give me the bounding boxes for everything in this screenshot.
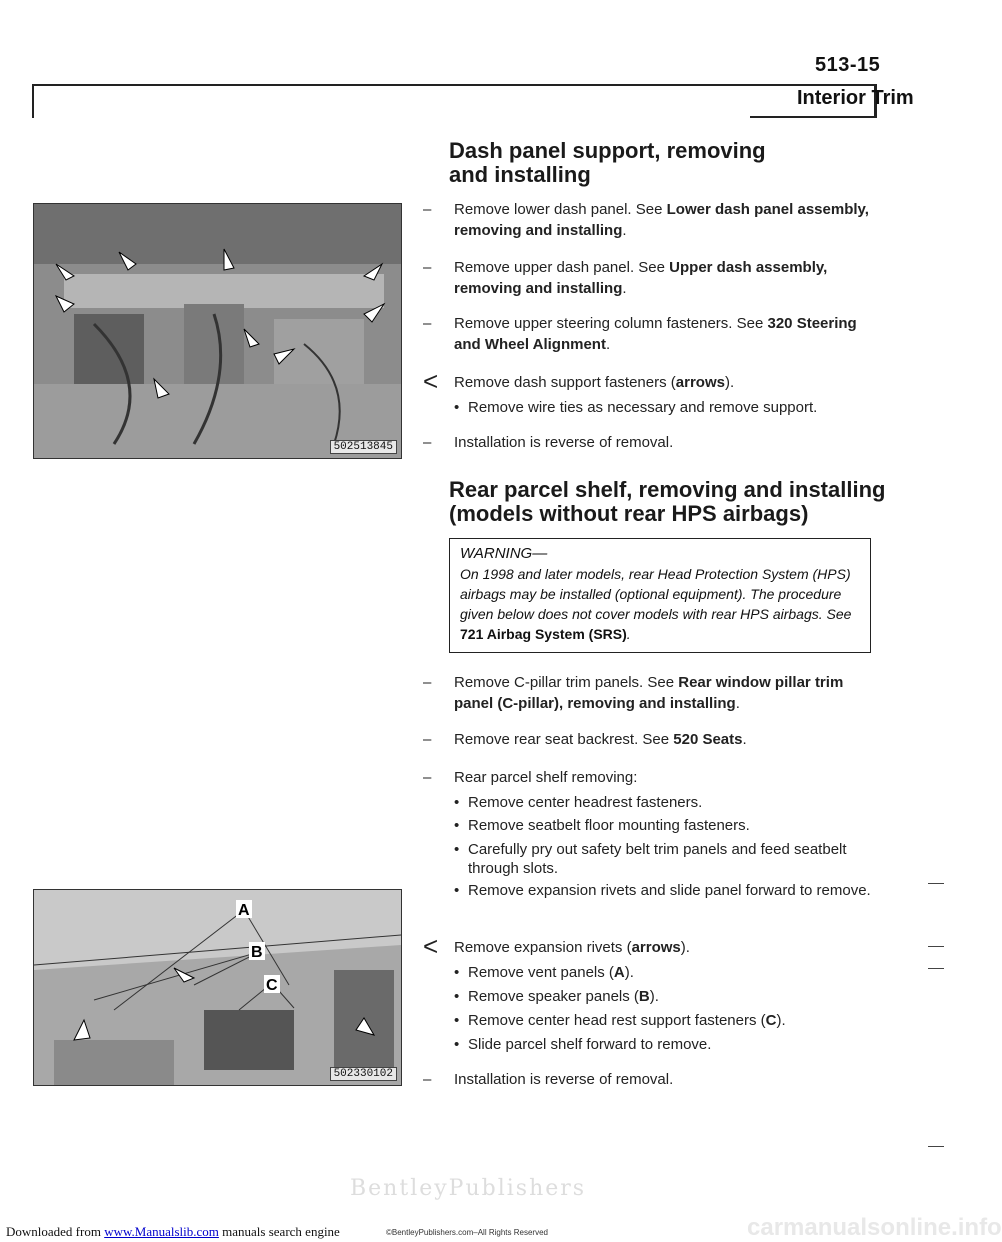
bullet-glyph: •	[454, 1012, 460, 1029]
parcel-section-heading: Rear parcel shelf, removing and installing (models without rear HPS airbags)	[449, 477, 886, 526]
removing-bullet-4	[454, 881, 874, 900]
bullet-glyph: •	[454, 794, 460, 811]
step-text-end: .	[622, 280, 627, 297]
bullet-text: Remove speaker panels (	[468, 988, 639, 1005]
parcel-removing-step	[423, 767, 883, 788]
dash-glyph: –	[423, 259, 432, 276]
bullet-glyph: •	[454, 817, 460, 834]
margin-mark	[928, 883, 944, 884]
callout-ref: C	[765, 1012, 777, 1029]
dash-section-heading: Dash panel support, removing and installing	[449, 138, 766, 187]
figure-pointer-icon: <	[423, 366, 439, 396]
cross-reference: 520 Seats	[673, 731, 743, 748]
parcel-photo-id: 502330102	[330, 1067, 397, 1081]
bullet-text: Remove wire ties as necessary and remove support.	[468, 399, 818, 416]
figure-bullet-3	[454, 1011, 874, 1030]
bullet-glyph: •	[454, 1036, 460, 1053]
figure-pointer-icon: <	[423, 931, 439, 961]
cross-reference: arrows	[675, 374, 725, 391]
section-title: Interior Trim	[797, 87, 914, 109]
figure-bullet-4	[454, 1035, 874, 1054]
bullet-text: Remove seatbelt floor mounting fasteners.	[468, 817, 750, 834]
download-notice-suffix: manuals search engine	[218, 1224, 340, 1239]
download-notice	[6, 1224, 340, 1240]
bullet-text-end: ).	[776, 1012, 786, 1029]
callout-b: B	[251, 944, 263, 961]
header-rule	[32, 84, 877, 86]
dash-support-photo	[33, 203, 402, 459]
bullet-text: Slide parcel shelf forward to remove.	[468, 1036, 712, 1053]
warning-box	[449, 538, 871, 653]
step-text-end: ).	[724, 374, 735, 391]
step-text: Remove dash support fasteners (	[454, 374, 676, 391]
warning-body	[460, 564, 860, 644]
header-rule-left	[32, 84, 34, 118]
bullet-text: Remove center headrest fasteners.	[468, 794, 703, 811]
dash-glyph: –	[423, 201, 432, 218]
parcel-figure-step	[423, 931, 883, 961]
warning-title: WARNING—	[460, 545, 548, 562]
step-text: Installation is reverse of removal.	[454, 1071, 674, 1088]
bullet-text: Remove center head rest support fasteners (	[468, 1012, 766, 1029]
header-rule-bottom	[750, 116, 877, 118]
dash-step-1	[423, 199, 883, 241]
site-watermark: carmanualsonline.info	[747, 1214, 1002, 1241]
callout-c: C	[266, 977, 278, 994]
step-text: Remove rear seat backrest. See	[454, 731, 674, 748]
parcel-step-2	[423, 729, 883, 750]
dash-step-2	[423, 257, 883, 299]
page-number: 513-15	[815, 54, 881, 76]
download-notice-prefix: Downloaded from	[6, 1224, 105, 1239]
dash-figure-bullet	[454, 398, 874, 417]
warning-text: On 1998 and later models, rear Head Protection System (HPS) airbags may be installed (optional equipment). The procedure given below does not cover models with rear HPS airbags. See	[460, 566, 852, 622]
cross-reference: 320 Steering and Wheel Alignment	[454, 315, 857, 353]
figure-bullet-2	[454, 987, 874, 1006]
margin-mark	[928, 1146, 944, 1147]
step-text: Remove lower dash panel. See	[454, 201, 667, 218]
margin-mark	[928, 968, 944, 969]
bullet-text: Remove vent panels (	[468, 964, 614, 981]
removing-bullet-3	[454, 840, 874, 878]
step-text: Remove expansion rivets (	[454, 939, 632, 956]
step-text-end: .	[605, 336, 611, 353]
removing-bullet-1	[454, 793, 874, 812]
cross-reference: Lower dash panel assembly, removing and installing	[454, 201, 869, 239]
bullet-glyph: •	[454, 964, 460, 981]
dash-glyph: –	[423, 674, 432, 691]
step-text-end: .	[622, 222, 627, 239]
manualslib-link[interactable]: www.Manualslib.com	[104, 1224, 219, 1239]
warning-text-end: .	[626, 626, 631, 642]
dash-step-3	[423, 313, 883, 355]
figure-bullet-1	[454, 963, 874, 982]
step-text-end: .	[735, 695, 740, 712]
callout-ref: B	[638, 988, 650, 1005]
bullet-glyph: •	[454, 988, 460, 1005]
callout-ref: A	[613, 964, 625, 981]
step-text: Rear parcel shelf removing:	[454, 769, 638, 786]
removing-bullet-2	[454, 816, 874, 835]
dash-glyph: –	[423, 434, 432, 451]
bullet-glyph: •	[454, 399, 460, 416]
margin-mark	[928, 946, 944, 947]
bullet-text-end: ).	[624, 964, 634, 981]
copyright-notice: ©BentleyPublishers.com–All Rights Reserved	[386, 1228, 548, 1237]
dash-final-step	[423, 432, 883, 453]
parcel-final-step	[423, 1069, 883, 1090]
bullet-text: Carefully pry out safety belt trim panels and feed seatbelt through slots.	[468, 841, 847, 877]
step-text: Remove upper dash panel. See	[454, 259, 670, 276]
step-text: Installation is reverse of removal.	[454, 434, 674, 451]
callout-a: A	[238, 902, 250, 919]
cross-reference: 721 Airbag System (SRS)	[460, 626, 627, 642]
bullet-text: Remove expansion rivets and slide panel forward to remove.	[468, 882, 871, 899]
dash-figure-step	[423, 366, 883, 396]
step-text: Remove upper steering column fasteners. See	[454, 315, 768, 332]
publisher-watermark: BentleyPublishers	[350, 1176, 587, 1201]
dash-glyph: –	[423, 731, 432, 748]
parcel-step-1	[423, 672, 883, 714]
step-text-end: ).	[680, 939, 690, 956]
dash-glyph: –	[423, 1071, 432, 1088]
cross-reference: Rear window pillar trim panel (C-pillar), removing and installing	[454, 674, 844, 712]
step-text: Remove C-pillar trim panels. See	[454, 674, 679, 691]
dash-glyph: –	[423, 315, 432, 332]
parcel-shelf-photo	[33, 889, 402, 1086]
bullet-glyph: •	[454, 841, 460, 858]
bullet-glyph: •	[454, 882, 460, 899]
cross-reference: Upper dash assembly, removing and installing	[454, 259, 828, 297]
step-text-end: .	[742, 731, 747, 748]
cross-reference: arrows	[631, 939, 681, 956]
bullet-text-end: ).	[649, 988, 659, 1005]
dash-photo-id: 502513845	[330, 440, 397, 454]
dash-glyph: –	[423, 769, 432, 786]
